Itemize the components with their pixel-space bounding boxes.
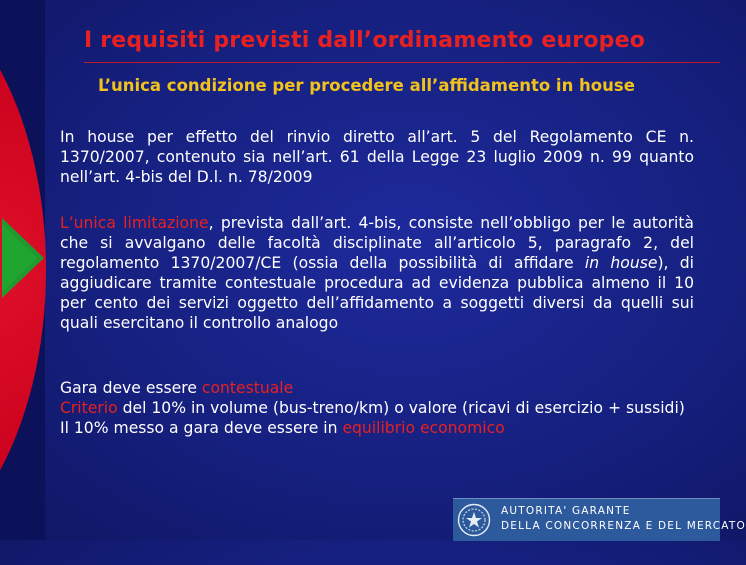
slide-subtitle: L’unica condizione per procedere all’affidamento in house (98, 76, 635, 95)
requirement-text: Il 10% messo a gara deve essere in (60, 419, 343, 437)
logo-text-line2: DELLA CONCORRENZA E DEL MERCATO (501, 520, 746, 532)
requirement-text: del 10% in volume (bus-treno/km) o valore (ricavi di esercizio + sussidi) (117, 399, 685, 417)
paragraph-limitation-text-a: , prevista dall’art. 4-bis, consiste nell’obbligo per le autorità che si avvalgano delle facoltà disciplinate all’articolo 5, paragrafo 2, del regolamento 1370/2007/CE (ossia della possibilità di affidare (60, 214, 694, 272)
highlight-unica-limitazione: L’unica limitazione (60, 214, 209, 232)
requirement-highlight: contestuale (201, 379, 294, 397)
requirement-text: Gara deve essere (60, 379, 202, 397)
italic-in-house: in house (584, 254, 658, 272)
requirement-line-criterio (60, 398, 694, 418)
title-divider (84, 62, 720, 63)
paragraph-limitation-text-b: ), di aggiudicare tramite contestuale procedura ad evidenza pubblica almeno il 10 per cento dei servizi oggetto dell’affidamento a soggetti diversi da quelli sui quali esercitano il controllo analogo (60, 254, 695, 332)
italian-republic-emblem-icon (457, 503, 491, 537)
paragraph-in-house: In house per effetto del rinvio diretto all’art. 5 del Regolamento CE n. 1370/2007, contenuto sia nell’art. 61 della Legge 23 luglio 2009 n. 99 quanto nell’art. 4-bis del D.l. n. 78/2009 (60, 128, 694, 186)
requirement-line-equilibrio (60, 418, 694, 438)
logo-text-line1: AUTORITA' GARANTE (501, 505, 631, 517)
agcm-logo (453, 498, 746, 541)
requirement-line-contestuale (60, 378, 694, 398)
green-triangle-arrow-icon (1, 218, 45, 298)
paragraph-gara-requirements (60, 378, 694, 438)
requirement-highlight: equilibrio economico (342, 419, 505, 437)
slide-title: I requisiti previsti dall’ordinamento europeo (84, 28, 646, 53)
paragraph-limitation (60, 213, 694, 333)
requirement-highlight: Criterio (60, 399, 118, 417)
